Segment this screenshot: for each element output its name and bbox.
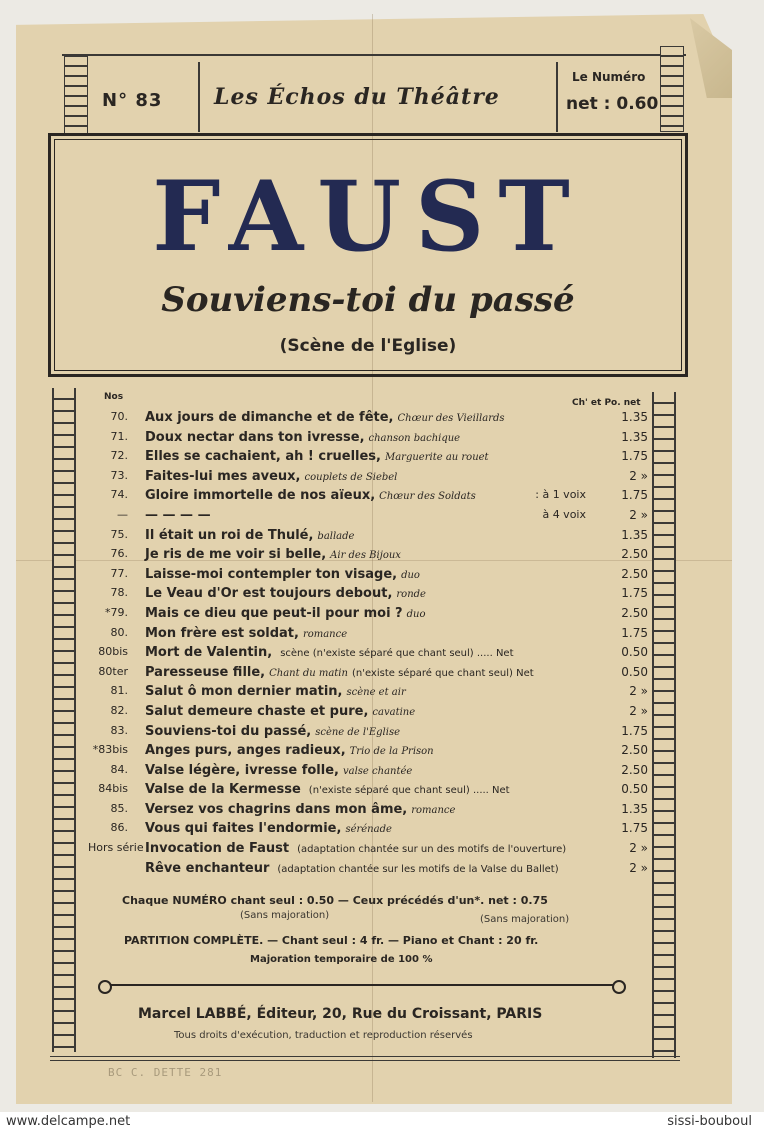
song-row (88, 488, 648, 508)
song-title: Souviens-toi du passé, scène de l'Eglise (145, 723, 400, 739)
song-number: 75. (110, 527, 128, 541)
song-number: 82. (110, 703, 128, 717)
song-description: chanson bachique (368, 432, 461, 444)
song-price: 1.35 (621, 527, 648, 542)
pricing-note-right: (Sans majoration) (480, 914, 570, 925)
song-note: (n'existe séparé que chant seul) ..... Net (308, 785, 510, 797)
song-price: 2.50 (621, 605, 648, 620)
song-description: Air des Bijoux (330, 550, 401, 562)
song-description: ballade (317, 530, 355, 542)
subtitle: Souviens-toi du passé (161, 280, 575, 320)
song-row (88, 802, 648, 822)
song-row (88, 782, 648, 802)
price-label: Le Numéro (572, 70, 646, 84)
voice-option: à 4 voix (542, 507, 586, 521)
song-price: 1.35 (621, 429, 648, 444)
song-title: Mon frère est soldat, romance (145, 625, 348, 641)
song-title: Mort de Valentin, scène (n'existe séparé que chant seul) ..... Net (145, 645, 514, 661)
song-price: 1.75 (621, 625, 648, 640)
song-row (88, 528, 648, 548)
song-price: 2 » (629, 841, 648, 856)
song-number: 70. (110, 410, 128, 423)
song-price: 2.50 (621, 547, 648, 562)
header-separator (556, 62, 558, 132)
voice-option: : à 1 voix (535, 488, 586, 502)
song-row (88, 684, 648, 704)
song-description: cavatine (372, 706, 416, 718)
song-row (88, 724, 648, 744)
song-row (88, 704, 648, 724)
song-price: 1.75 (621, 586, 648, 601)
song-title: Rêve enchanteur (adaptation chantée sur les motifs de la Valse du Ballet) (145, 860, 559, 876)
scene-label: (Scène de l'Eglise) (279, 336, 457, 356)
song-number: 84. (110, 762, 128, 776)
song-number: Hors série (88, 841, 144, 855)
publisher: Marcel LABBÉ, Éditeur, 20, Rue du Croissant, PARIS (138, 1006, 543, 1022)
song-title: Anges purs, anges radieux, Trio de la Prison (145, 743, 434, 759)
song-title: Versez vos chagrins dans mon âme, romance (145, 801, 456, 817)
song-number: 86. (110, 821, 128, 835)
song-number: — (117, 507, 128, 521)
number-column-header: Nos (104, 392, 124, 402)
song-price: 1.35 (621, 801, 648, 816)
song-description: sérénade (345, 824, 392, 836)
song-number: 85. (110, 801, 128, 815)
song-title: Doux nectar dans ton ivresse, chanson bachique (145, 429, 461, 445)
song-row (88, 469, 648, 489)
song-number: 73. (110, 468, 128, 482)
series-title: Les Échos du Théâtre (214, 84, 500, 110)
price-value: net : 0.60 (566, 94, 659, 114)
left-decorative-border (52, 388, 76, 1052)
song-number: 80. (110, 625, 128, 639)
issue-number: N° 83 (102, 90, 163, 111)
song-number: 83. (110, 723, 128, 737)
song-title: Il était un roi de Thulé, ballade (145, 527, 355, 543)
song-number: 72. (110, 449, 128, 463)
song-description: Chœur des Vieillards (397, 413, 505, 424)
song-row (88, 743, 648, 763)
song-row (88, 626, 648, 646)
song-title: Faites-lui mes aveux, couplets de Siebel (145, 468, 398, 484)
song-number: 78. (110, 586, 128, 600)
song-title: Salut demeure chaste et pure, cavatine (145, 703, 416, 719)
song-price: 0.50 (621, 664, 648, 679)
song-description: romance (302, 628, 348, 640)
song-description: duo (401, 569, 420, 581)
song-description: scène et air (346, 687, 406, 699)
song-price: 0.50 (621, 782, 648, 797)
song-row (88, 567, 648, 587)
song-title: Vous qui faites l'endormie, sérénade (145, 821, 392, 837)
pricing-note-left: (Sans majoration) (240, 910, 330, 921)
song-number: 71. (110, 429, 128, 443)
song-note: (adaptation chantée sur un des motifs de l'ouverture) (297, 844, 567, 856)
song-row (88, 841, 648, 861)
song-number: 80ter (98, 664, 128, 678)
song-title: — — — — (145, 507, 211, 523)
song-description: scène de l'Eglise (315, 726, 400, 738)
ink-stamp: BC C. DETTE 281 (108, 1066, 223, 1079)
song-row (88, 508, 648, 528)
watermark-right: sissi-bouboul (667, 1114, 752, 1129)
song-price: 1.75 (621, 449, 648, 464)
song-price: 1.75 (621, 488, 648, 503)
song-description: Chant du matin (269, 667, 348, 679)
song-number: 77. (110, 566, 128, 580)
song-description: romance (411, 804, 456, 816)
song-title: Gloire immortelle de nos aïeux, Chœur des Soldats (145, 488, 476, 504)
watermark-left: www.delcampe.net (6, 1114, 131, 1129)
song-row (88, 449, 648, 469)
song-description: Chœur des Soldats (379, 491, 476, 503)
song-row (88, 430, 648, 450)
song-note: (n'existe séparé que chant seul) Net (351, 667, 534, 679)
song-row (88, 861, 648, 881)
pricing-note: Chaque NUMÉRO chant seul : 0.50 — Ceux précédés d'un*. net : 0.75 (122, 894, 548, 907)
song-note: (adaptation chantée sur les motifs de la Valse du Ballet) (277, 863, 559, 875)
header-separator (198, 62, 200, 132)
song-title: Valse de la Kermesse (n'existe séparé que chant seul) ..... Net (145, 782, 510, 798)
song-price: 2 » (629, 860, 648, 875)
song-price: 0.50 (621, 645, 648, 660)
song-number: 81. (110, 684, 128, 698)
song-description: couplets de Siebel (304, 471, 398, 483)
bottom-rule (50, 1056, 680, 1061)
song-title: Laisse-moi contempler ton visage, duo (145, 566, 420, 582)
song-title: Aux jours de dimanche et de fête, Chœur des Vieillards (145, 410, 505, 425)
song-row (88, 821, 648, 841)
song-price: 2 » (629, 703, 648, 718)
song-row (88, 645, 648, 665)
song-description: Marguerite au rouet (384, 452, 489, 464)
song-price: 2 » (629, 684, 648, 699)
song-description: ronde (396, 589, 426, 601)
song-title: Paresseuse fille, Chant du matin (n'existe séparé que chant seul) Net (145, 664, 534, 680)
song-row (88, 410, 648, 430)
header-right-ornament (660, 46, 684, 132)
song-description: duo (406, 608, 426, 620)
song-number: 76. (110, 547, 128, 561)
song-description: valse chantée (342, 765, 413, 777)
song-title: Je ris de me voir si belle, Air des Bijoux (145, 547, 401, 563)
song-row (88, 665, 648, 685)
price-column-header: Ch' et Po. net (572, 398, 641, 408)
song-title: Elles se cachaient, ah ! cruelles, Marguerite au rouet (145, 449, 489, 465)
song-list (88, 410, 648, 880)
song-note: scène (n'existe séparé que chant seul) ..... Net (280, 648, 514, 660)
song-title: Mais ce dieu que peut-il pour moi ? duo (145, 605, 426, 621)
rights-notice: Tous droits d'exécution, traduction et reproduction réservés (174, 1030, 473, 1041)
song-title: Salut ô mon dernier matin, scène et air (145, 684, 406, 700)
song-row (88, 606, 648, 626)
song-number: *83bis (92, 743, 128, 757)
song-price: 2 » (629, 468, 648, 483)
surcharge-note: Majoration temporaire de 100 % (250, 954, 433, 965)
song-row (88, 586, 648, 606)
song-number: 84bis (98, 782, 128, 796)
song-title: Valse légère, ivresse folle, valse chantée (145, 762, 413, 778)
song-number: 80bis (98, 645, 128, 659)
song-row (88, 547, 648, 567)
song-price: 2.50 (621, 743, 648, 758)
song-title: Invocation de Faust (adaptation chantée sur un des motifs de l'ouverture) (145, 841, 567, 857)
song-price: 1.75 (621, 723, 648, 738)
full-score-pricing: PARTITION COMPLÈTE. — Chant seul : 4 fr. — Piano et Chant : 20 fr. (124, 934, 539, 947)
song-number: 74. (110, 488, 128, 502)
song-description: Trio de la Prison (349, 746, 434, 758)
decorative-rule (110, 984, 614, 986)
song-price: 1.75 (621, 821, 648, 836)
song-price: 2.50 (621, 566, 648, 581)
main-title: FAUST (152, 160, 584, 273)
right-decorative-border (652, 392, 676, 1058)
song-price: 1.35 (621, 410, 648, 424)
song-title: Le Veau d'Or est toujours debout, ronde (145, 586, 426, 602)
song-row (88, 763, 648, 783)
song-price: 2 » (629, 507, 648, 522)
song-price: 2.50 (621, 762, 648, 777)
header-left-ornament (64, 56, 88, 134)
song-number: *79. (105, 605, 128, 619)
